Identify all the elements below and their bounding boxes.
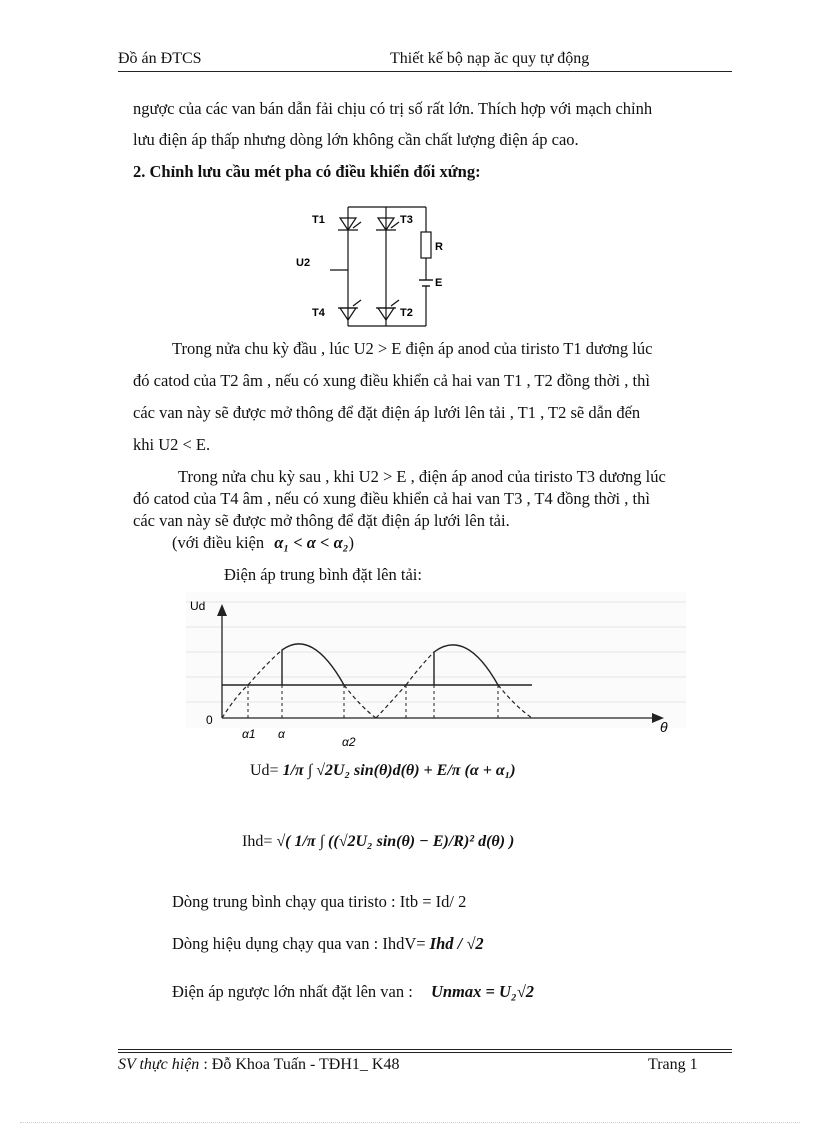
footer-left-rest: : Đỗ Khoa Tuấn - TĐH1_ K48 <box>199 1056 400 1073</box>
footer-rule-2 <box>118 1052 732 1053</box>
para2-line-1: Trong nửa chu kỳ sau , khi U2 > E , điện áp anod của tiristo T3 dương lúc <box>178 467 666 486</box>
voltage-waveform-chart <box>186 592 686 752</box>
footer-left <box>118 1056 399 1074</box>
label-t4: T4 <box>312 307 325 319</box>
thyristor-t4-icon <box>338 300 361 320</box>
formula-ud-lhs: Ud= <box>250 762 279 779</box>
label-r: R <box>435 241 443 253</box>
header-left: Đồ án ĐTCS <box>118 50 202 67</box>
label-u2: U2 <box>296 257 311 269</box>
avg-current-line: Dòng trung bình chạy qua tiristo : Itb = Id/ 2 <box>172 892 467 911</box>
footer-rule-1 <box>118 1049 732 1050</box>
chart-alpha-label: α <box>278 727 285 741</box>
thyristor-t3-icon <box>376 218 399 230</box>
chart-alpha1-label: α1 <box>242 727 256 741</box>
intro-line-1: ngược của các van bán dẫn fải chịu có trị số rất lớn. Thích hợp với mạch chỉnh <box>133 99 653 118</box>
formula-ihd-rhs: √( 1/π ∫ ((√2U₂ sin(θ) − E)/R)² d(θ) ) <box>276 833 515 850</box>
label-t1: T1 <box>312 214 325 226</box>
chart-origin-label: 0 <box>206 713 213 727</box>
battery-icon <box>419 280 433 286</box>
chart-background <box>186 592 686 728</box>
section-title: 2. Chỉnh lưu cầu mét pha có điều khiển đối xứng: <box>133 162 481 181</box>
footer-page-number: Trang 1 <box>648 1056 698 1073</box>
chart-alpha2-label: α2 <box>342 735 356 749</box>
para1-line-3: các van này sẽ được mở thông để đặt điện áp lưới lên tải , T1 , T2 sẽ dẫn đến <box>133 403 641 422</box>
para1-line-4: khi U2 < E. <box>133 435 211 454</box>
label-t3: T3 <box>400 214 413 226</box>
rms-current-formula: Ihd / √2 <box>429 934 484 953</box>
formula-ud-rhs: 1/π ∫ √2U₂ sin(θ)d(θ) + E/π (α + α₁) <box>282 762 516 779</box>
max-reverse-line <box>172 982 534 1002</box>
header-rule <box>118 71 732 72</box>
chart-x-label: θ <box>660 719 668 735</box>
condition-prefix: (với điều kiện <box>172 533 265 552</box>
para2-condition: (với điều kiện α₁ < α < α₂) <box>172 533 354 552</box>
max-reverse-formula: Unmax = U₂√2 <box>430 982 535 1001</box>
label-e: E <box>435 277 443 289</box>
thyristor-t2-icon <box>376 300 399 320</box>
formula-ihd-lhs: Ihd= <box>242 833 273 850</box>
footer-left-italic: SV thực hiện <box>118 1056 200 1073</box>
para1-line-2: đó catod của T2 âm , nếu có xung điều khiển cả hai van T1 , T2 đồng thời , thì <box>133 371 650 390</box>
formula-ud <box>250 762 516 780</box>
intro-line-2: lưu điện áp thấp nhưng dòng lớn không cần chất lượng điện áp cao. <box>133 130 579 149</box>
bridge-circuit-diagram <box>290 192 450 332</box>
condition-formula: α₁ < α < α₂ <box>274 533 349 552</box>
thyristor-t1-icon <box>338 218 361 230</box>
chart-y-label: Ud <box>190 599 206 613</box>
header-right: Thiết kế bộ nạp ăc quy tự động <box>390 50 590 67</box>
para2-line-3: các van này sẽ được mở thông để đặt điện áp lưới lên tải. <box>133 511 510 530</box>
max-reverse-label: Điện áp ngược lớn nhất đặt lên van : <box>172 982 413 1001</box>
avg-voltage-label: Điện áp trung bình đặt lên tải: <box>224 565 422 584</box>
para2-line-2: đó catod của T4 âm , nếu có xung điều khiển cả hai van T3 , T4 đồng thời , thì <box>133 489 650 508</box>
rms-current-label: Dòng hiệu dụng chạy qua van : IhdV= <box>172 934 426 953</box>
formula-ihd <box>242 833 514 851</box>
rms-current-line <box>172 934 484 954</box>
label-t2: T2 <box>400 307 413 319</box>
para1-line-1: Trong nửa chu kỳ đầu , lúc U2 > E điện áp anod của tiristo T1 dương lúc <box>172 339 653 358</box>
resistor-icon <box>421 232 431 258</box>
